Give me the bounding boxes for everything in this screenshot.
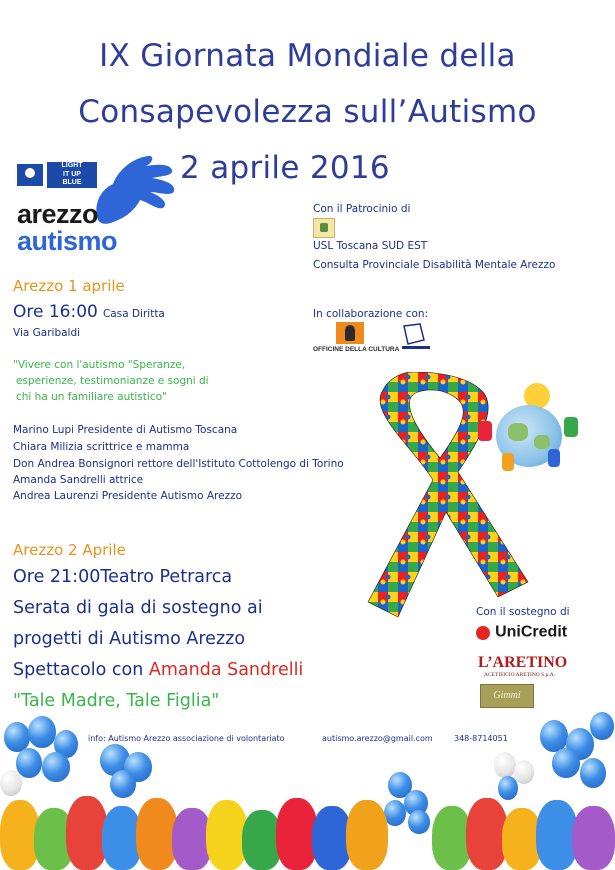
event1-address: Via Garibaldi bbox=[13, 327, 81, 339]
footer-email[interactable]: autismo.arezzo@gmail.com bbox=[322, 734, 433, 743]
speaker-1: Marino Lupi Presidente di Autismo Toscana bbox=[13, 424, 238, 436]
event1-quote-1: "Vivere con l'autismo "Speranze, bbox=[13, 359, 186, 371]
globe-kids-icon bbox=[474, 383, 594, 473]
sostegno-heading: Con il sostegno di bbox=[476, 606, 570, 618]
lightitup-text-2: IT UP bbox=[63, 170, 81, 178]
event2-performer: Amanda Sandrelli bbox=[148, 660, 304, 680]
title-line-2: Consapevolezza sull’Autismo bbox=[78, 94, 537, 130]
patrocinio-heading: Con il Patrocinio di bbox=[313, 203, 411, 215]
event2-show-title: "Tale Madre, Tale Figlia" bbox=[13, 691, 220, 711]
patrocinio-consulta: Consulta Provinciale Disabilità Mentale Arezzo bbox=[313, 259, 556, 271]
arezzo-logo-top: arezzo bbox=[17, 199, 99, 229]
fondazione-logo-icon bbox=[398, 322, 432, 352]
unicredit-icon bbox=[476, 626, 490, 640]
blue-hand-icon bbox=[88, 150, 180, 230]
light-it-up-blue-logo bbox=[17, 162, 99, 188]
officine-logo-text: OFFICINE DELLA CULTURA bbox=[313, 346, 400, 353]
gimmi-logo bbox=[480, 684, 534, 708]
speaker-2: Chiara Milizia scrittrice e mamma bbox=[13, 441, 190, 453]
unicredit-logo bbox=[476, 622, 567, 642]
event1-time: Ore 16:00 bbox=[13, 302, 98, 322]
laretino-logo-sub: ACETIFICIO ARETINO S.p.A. bbox=[484, 672, 556, 678]
event1-quote-3: chi ha un familiare autistico" bbox=[16, 391, 167, 403]
event1-time-row bbox=[13, 302, 165, 322]
event2-time: Ore 21:00 bbox=[13, 567, 101, 587]
footer-info: info: Autismo Arezzo associazione di volontariato bbox=[88, 734, 285, 743]
gimmi-logo-text: Gimmi bbox=[493, 690, 521, 701]
event2-line-3 bbox=[13, 660, 303, 680]
lightitup-text-1: LIGHT bbox=[61, 162, 83, 169]
event2-time-row bbox=[13, 567, 232, 587]
title-line-1: IX Giornata Mondiale della bbox=[99, 38, 516, 74]
event1-date: Arezzo 1 aprile bbox=[13, 277, 125, 295]
collaborazione-heading: In collaborazione con: bbox=[313, 308, 429, 320]
speaker-3: Don Andrea Bonsignori rettore dell'Istituto Cottolengo di Torino bbox=[13, 458, 344, 470]
event2-line-1: Serata di gala di sostegno ai bbox=[13, 598, 263, 618]
unicredit-text: UniCredit bbox=[495, 623, 568, 641]
bulb-icon bbox=[17, 164, 43, 186]
usl-emblem-icon bbox=[313, 218, 335, 238]
speaker-5: Andrea Laurenzi Presidente Autismo Arezzo bbox=[13, 490, 243, 502]
speaker-4: Amanda Sandrelli attrice bbox=[13, 474, 144, 486]
title-line-3: 2 aprile 2016 bbox=[180, 150, 390, 186]
patrocinio-usl: USL Toscana SUD EST bbox=[313, 240, 428, 252]
event2-date: Arezzo 2 Aprile bbox=[13, 541, 126, 559]
laretino-logo-text: L’ARETINO bbox=[478, 654, 568, 671]
event2-line-3-prefix: Spettacolo con bbox=[13, 660, 149, 680]
officine-logo-icon bbox=[336, 322, 364, 344]
event1-place: Casa Diritta bbox=[102, 308, 165, 320]
event1-quote-2: esperienze, testimonianze e sogni di bbox=[16, 375, 209, 387]
lightitup-text-3: BLUE bbox=[62, 179, 82, 186]
footer-phone: 348-8714051 bbox=[454, 734, 508, 743]
event2-line-2: progetti di Autismo Arezzo bbox=[13, 629, 246, 649]
event2-place: Teatro Petrarca bbox=[100, 567, 233, 587]
arezzo-logo-bottom: autismo bbox=[17, 226, 118, 256]
